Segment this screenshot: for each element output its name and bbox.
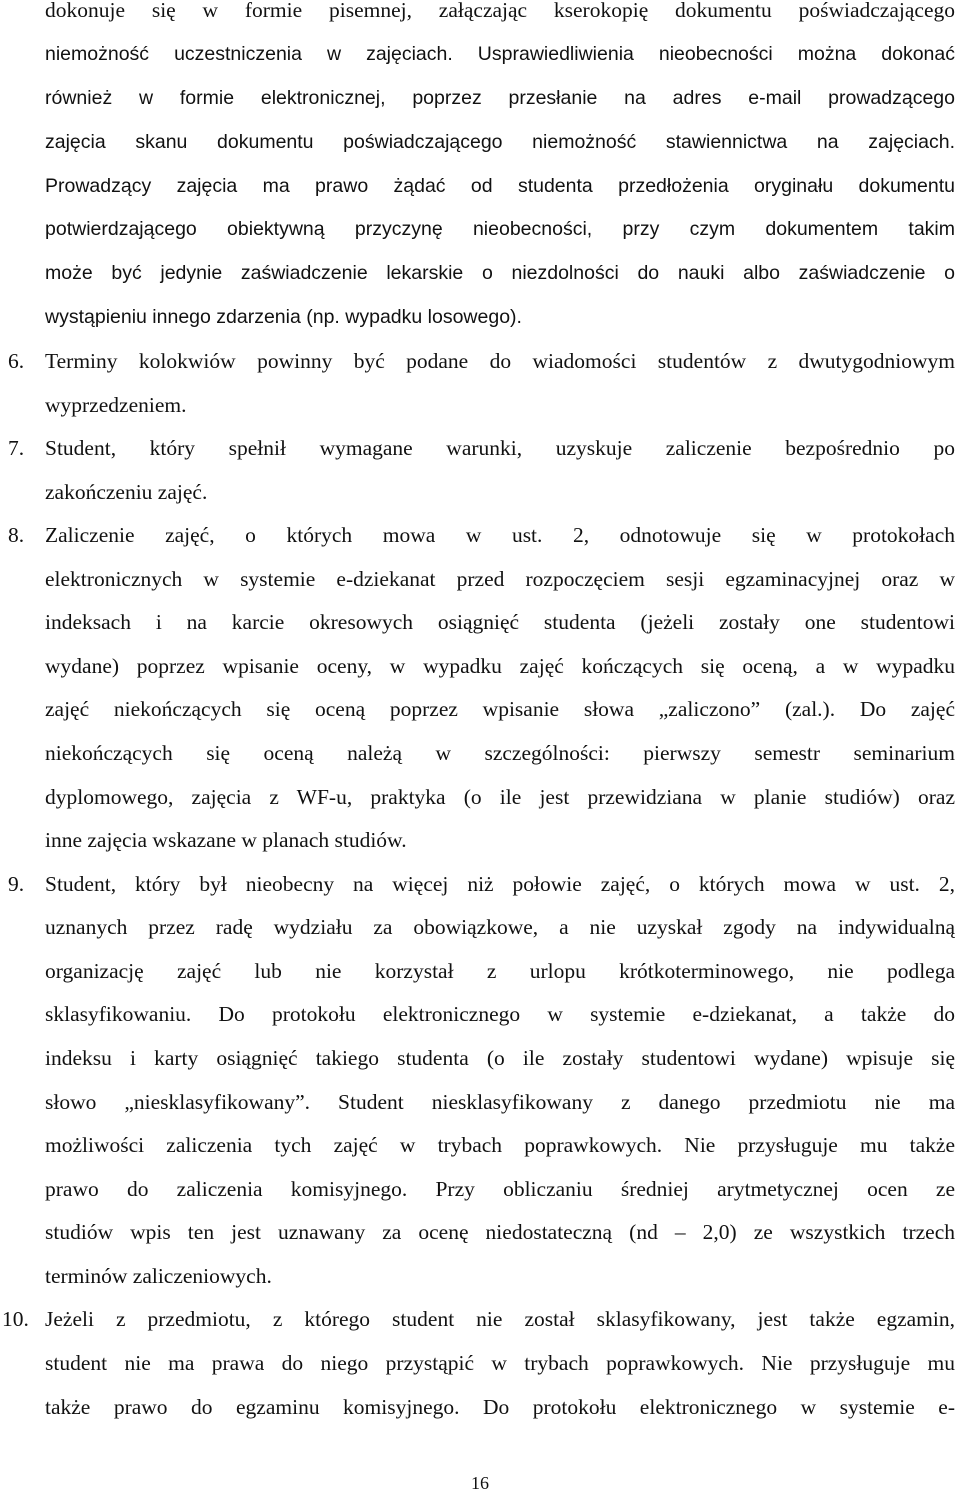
text-line: dyplomowego, zajęcia z WF-u, praktyka (o ile jest przewidziana w planie studiów) oraz [45,785,955,809]
list-item-number: 6. [8,349,25,373]
list-item-number: 7. [8,436,25,460]
text-line: potwierdzającego obiektywną przyczynę nieobecności, przy czym dokumentem takim [45,218,955,240]
text-line: niekończących się oceną należą w szczególności: pierwszy semestr seminarium [45,741,955,765]
text-line: Zaliczenie zajęć, o których mowa w ust. 2, odnotowuje się w protokołach [45,523,955,547]
text-line: elektronicznych w systemie e-dziekanat przed rozpoczęciem sesji egzaminacyjnej oraz w [45,567,955,591]
text-line: wydane) poprzez wpisanie oceny, w wypadku zajęć kończących się oceną, a w wypadku [45,654,955,678]
text-line: zakończeniu zajęć. [45,480,208,504]
text-line: student nie ma prawa do niego przystąpić w trybach poprawkowych. Nie przysługuje mu [45,1351,955,1375]
text-line: możliwości zaliczenia tych zajęć w trybach poprawkowych. Nie przysługuje mu także [45,1133,955,1157]
text-line: dokonuje się w formie pisemnej, załączając kserokopię dokumentu poświadczającego [45,0,955,22]
text-line: terminów zaliczeniowych. [45,1264,272,1288]
text-line: indeksu i karty osiągnięć takiego studenta (o ile zostały studentowi wydane) wpisuje się [45,1046,955,1070]
text-line: wystąpieniu innego zdarzenia (np. wypadku losowego). [45,306,522,328]
text-line: zajęć niekończących się oceną poprzez wpisanie słowa „zaliczono” (zal.). Do zajęć [45,697,955,721]
text-line: wyprzedzeniem. [45,393,187,417]
text-line: niemożność uczestniczenia w zajęciach. Usprawiedliwienia nieobecności można dokonać [45,43,955,65]
text-line: indeksach i na karcie okresowych osiągnięć studenta (jeżeli zostały one studentowi [45,610,955,634]
text-line: słowo „niesklasyfikowany”. Student niesklasyfikowany z danego przedmiotu nie ma [45,1090,955,1114]
page-number: 16 [471,1473,489,1493]
list-item-number: 8. [8,523,25,547]
text-line: inne zajęcia wskazane w planach studiów. [45,828,407,852]
text-line: Student, który był nieobecny na więcej niż połowie zajęć, o których mowa w ust. 2, [45,872,955,896]
list-item-number: 9. [8,872,25,896]
text-line: organizację zajęć lub nie korzystał z urlopu krótkoterminowego, nie podlega [45,959,955,983]
text-line: Prowadzący zajęcia ma prawo żądać od studenta przedłożenia oryginału dokumentu [45,175,955,197]
text-line: Terminy kolokwiów powinny być podane do wiadomości studentów z dwutygodniowym [45,349,955,373]
text-line: Jeżeli z przedmiotu, z którego student nie został sklasyfikowany, jest także egzamin, [45,1307,955,1331]
text-line: także prawo do egzaminu komisyjnego. Do protokołu elektronicznego w systemie e- [45,1395,955,1419]
text-line: prawo do zaliczenia komisyjnego. Przy obliczaniu średniej arytmetycznej ocen ze [45,1177,955,1201]
text-line: również w formie elektronicznej, poprzez przesłanie na adres e-mail prowadzącego [45,87,955,109]
text-line: Student, który spełnił wymagane warunki, uzyskuje zaliczenie bezpośrednio po [45,436,955,460]
text-line: sklasyfikowaniu. Do protokołu elektronicznego w systemie e-dziekanat, a także do [45,1002,955,1026]
list-item-number: 10. [2,1307,29,1331]
text-line: może być jedynie zaświadczenie lekarskie o niezdolności do nauki albo zaświadczenie o [45,262,955,284]
text-line: uznanych przez radę wydziału za obowiązkowe, a nie uzyskał zgody na indywidualną [45,915,955,939]
text-line: zajęcia skanu dokumentu poświadczającego niemożność stawiennictwa na zajęciach. [45,131,955,153]
text-line: studiów wpis ten jest uznawany za ocenę niedostateczną (nd – 2,0) ze wszystkich trzech [45,1220,955,1244]
